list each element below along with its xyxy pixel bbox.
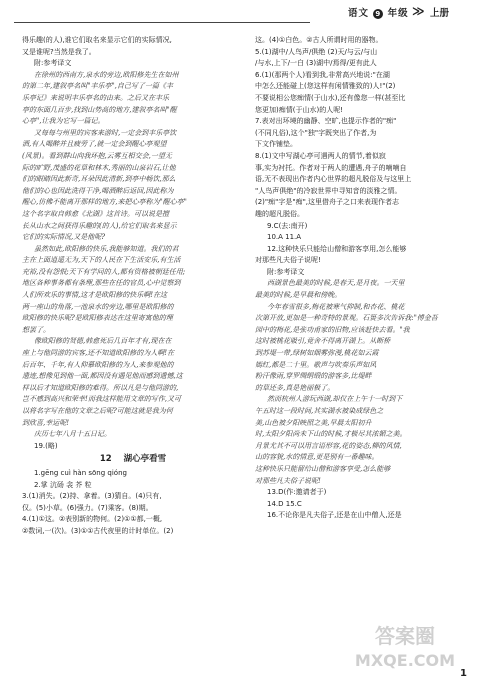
watermark-text: 答案圈 xyxy=(375,624,435,648)
text-line: /与水,上下/一白 (3)湖中/焉得/更有此人 xyxy=(255,59,377,68)
answer-line: 3.(1)消失。(2)持、拿着。(3)猜自。(4)只有, xyxy=(22,492,162,501)
text-line: 趣的超凡脱俗。 xyxy=(255,209,304,218)
text-line: 酒,有人喝醉并且疲劳了,就一定会到醒心亭观望 xyxy=(22,140,167,149)
text-line: 地区各种事务都有条理,那些在任的官员,心中觉察到 xyxy=(22,279,181,288)
text-line: "人鸟声俱绝"的冷寂世界中寻知音的淡雅之情。 xyxy=(255,186,402,195)
text-line: 的第二年,建叙亭名叫"丰乐亭",自己写了一篇《丰 xyxy=(22,82,173,91)
text-line: 岂不感到高兴和荣幸!而我这样能用文章的写作,又可 xyxy=(22,395,182,404)
text-line: 后百年、千年,有人仰慕欧阳修的为人,来参观他的 xyxy=(22,360,174,369)
text-line: 的草还多,真是艳丽极了。 xyxy=(255,383,335,392)
text-line: 像欧阳修的贤德,韩愈死后几百年才有,现在在 xyxy=(34,337,172,346)
text-line: 遗迹,想像见到他一面,都因没有遇见他而感到遗憾,这 xyxy=(22,372,183,381)
watermark-logo xyxy=(345,622,465,677)
text-line: 得乐趣(的人),谁它们取名来显示它们的实际情况, xyxy=(22,36,172,44)
text-line: 时,太阳夕阳尚未下山的时候,才极尽其浓媚之美。 xyxy=(255,430,407,439)
text-line: 们的眼睛因此新奇,耳朵因此清新,到亭中畅饮,那么 xyxy=(22,175,176,184)
double-chevron-icon: ≫ xyxy=(412,4,425,18)
text-line: (风景)。看到群山向我环抱,云雾互相交会,一望无 xyxy=(22,151,172,160)
text-line: 嫣红,都是二十里。歌声与吹奏乐声如风 xyxy=(255,360,377,369)
text-line: 充裕,没有怨恨;天下有学问的人,都有资格被朝廷任用; xyxy=(22,267,186,276)
answer-line: 2.掌 沆砀 衾 芥 粒 xyxy=(34,480,92,489)
text-line: (不同凡俗),这个"独"字既突出了作者,为 xyxy=(255,128,377,137)
text-line: 它们的实际情况,又是他呢? xyxy=(22,233,105,242)
text-line: 长从山水之间获得乐趣的(的人),给它们取名来显示 xyxy=(22,221,177,230)
subject-label: 语文 xyxy=(348,8,370,19)
text-line: 13.D(作:邀请者于) xyxy=(267,488,327,497)
text-line: 19.(略) xyxy=(34,441,58,450)
page-header xyxy=(0,0,479,30)
text-line: 主在上面逍遥无为,天下的人民在下生活安乐,有生活 xyxy=(22,256,181,265)
text-line: 他们的心也因此洗得干净,喝酒醉后返回,因此称为 xyxy=(22,186,174,195)
text-line: 6.(1)(那两个人)看到我,非常高兴地说:"在湖 xyxy=(255,70,390,79)
text-line: 到苏堤一带,绿树如烟雾弥漫,桃花如云霞 xyxy=(255,349,379,358)
text-line: 最美的时候,是早晨和傍晚。 xyxy=(255,291,342,300)
text-line: 庆历七年八月十五日记。 xyxy=(34,430,111,439)
header-rule xyxy=(14,22,310,23)
text-line: 次第开放,更加是一种奇特的景观。石篑多次告诉我:"傅金吾 xyxy=(255,314,438,323)
text-line: 12.这种快乐只能给山僧和游客享用,怎么能够 xyxy=(267,244,407,253)
text-line: 今年春雪很多,梅花被寒气抑制,和杏花、桃花 xyxy=(267,302,405,311)
answer-line: 1.gēng cuì hàn sōng qióng xyxy=(34,468,127,477)
watermark-url: MXQE.COM xyxy=(354,651,456,670)
text-line: 下文作铺垫。 xyxy=(255,140,297,149)
text-line: 这种快乐只能留给山僧和游客享受,怎么能够 xyxy=(255,464,391,473)
text-line: 您更加)痴情(于山水)的人呢! xyxy=(255,105,343,114)
answer-line: 仅。(5)小草。(6)强力。(7)乘客。(8)期。 xyxy=(22,503,153,512)
text-line: 园中的梅花,是张功甫家的旧物,应该赶快去看。"我 xyxy=(255,325,410,334)
text-line: 山的容貌,水的情意,更是别有一番趣味。 xyxy=(255,453,379,462)
subject-grade-label xyxy=(348,8,409,20)
text-line: 醒心,仿佛不能离开那样的地方,来把心亭称为"醒心亭" xyxy=(22,198,187,207)
text-line: 亭的东面几百步,找到山势高的地方,建叙亭名叫"醒 xyxy=(22,105,177,114)
text-line: 5.(1)湖中/人鸟声/俱绝 (2)天/与云/与山 xyxy=(255,47,378,56)
text-line: 这个名字取自韩愈《北湖》这首诗。可以说是擅 xyxy=(22,209,169,218)
section-title: 湖心亭看雪 xyxy=(123,454,167,465)
text-line: (2)"痴"字是"痴",这里借舟子之口来表现作者志 xyxy=(255,198,400,207)
text-line: 心亭",让我为它写一篇记。 xyxy=(22,117,105,126)
right-column xyxy=(255,35,467,522)
text-line: 又每每与州里的宾客来游时,一定会到丰乐亭饮 xyxy=(34,128,177,137)
text-line: 美,山色被夕阳映照之美,早晨太阳初升 xyxy=(255,418,372,427)
text-line: 虽然如此,欧阳修的快乐,我能够知道。我们的君 xyxy=(34,244,179,253)
text-line: 9.C(去:南开) xyxy=(267,221,308,230)
text-line: 附:参考译文 xyxy=(267,267,305,276)
text-line: 对那些凡夫俗子说呢! xyxy=(255,256,321,265)
text-line: 7.表对出环境的幽静、空旷,也提示作者的"痴" xyxy=(255,117,397,126)
page-number: 1 xyxy=(460,668,467,679)
text-line: 欧阳修的快乐呢?是欧阳修表达在这里寄寓他的理 xyxy=(22,314,173,323)
text-line: 中怎么还能碰上(您这样有闲情雅致的)人!"(2) xyxy=(255,82,396,91)
text-line: 这。(4)①白色。②古人所谓时用的器物。 xyxy=(255,36,383,44)
text-line: 对那些凡夫俗子说呢! xyxy=(255,476,321,485)
text-line: 想罢了。 xyxy=(22,325,50,334)
text-line: 然而杭州人游玩西湖,却仅在上午十一时到下 xyxy=(267,395,403,404)
text-line: 8.(1)文中写湖心亭可遇两人的情节,着似寂 xyxy=(255,151,386,160)
text-line: 乐亭记》来说明丰乐亭名的由来。之后又在丰乐 xyxy=(22,93,169,102)
text-line: 午五时这一段时间,其实湖水被染成绿色之 xyxy=(255,407,384,415)
text-line: 到欣喜,幸运呢! xyxy=(22,418,70,427)
text-line: 样以后才知道欧阳修的难得。所以凡是与他同游的, xyxy=(22,383,179,392)
volume-label: 上册 xyxy=(430,8,450,19)
text-line: 以将名字写在他的文章之后呢?可能这就是我为何 xyxy=(22,407,173,415)
text-line: 事,实为衬托。作者对于两人的遭遇,舟子的喃喃自 xyxy=(255,163,407,172)
grade-number-badge: 9 xyxy=(373,9,383,19)
text-line: 语,无不表现出作者内心世界的超凡脱俗及与这里上 xyxy=(255,175,412,184)
text-line: 不要说相公您痴情(于山水),还有像您一样(甚至比 xyxy=(255,93,406,102)
text-line: 附:参考译文 xyxy=(34,59,72,68)
text-line: 又是谁呢?当然是我了。 xyxy=(22,47,96,56)
text-line: 西湖景色最美的时候,是春天,是月夜。一天里 xyxy=(267,279,405,288)
text-line: 粉汗像雨,穿罗绸绢缎的游客多,比堤畔 xyxy=(255,372,372,381)
text-line: 月景尤其不可以用言语形容,花的姿态,柳的风情, xyxy=(255,441,402,450)
text-line: 这时被桃花吸引,竟舍不得离开湖上。从断桥 xyxy=(255,337,391,346)
grade-suffix: 年级 xyxy=(387,8,409,19)
text-line: 人们所欢乐的事情,这才是欧阳修的快乐啊!在这 xyxy=(22,291,168,300)
section-number: 12 xyxy=(99,454,112,465)
answers-block xyxy=(22,468,244,538)
left-text-block xyxy=(22,35,244,452)
text-line: 在徐州的西南方,泉水的旁边,欧阳修先生在如州 xyxy=(34,70,179,79)
right-text-block xyxy=(255,35,467,522)
section-heading xyxy=(22,454,244,466)
text-line: 两一座山的角落,一池泉水的旁边,哪里是欧阳修的 xyxy=(22,302,174,311)
text-line: 14.D 15.C xyxy=(267,499,302,508)
text-line: 10.A 11.A xyxy=(267,233,302,242)
text-line: 座上与他同游的宾客,还不知道欧阳修的为人啊!在 xyxy=(22,349,175,358)
text-line: 16.不论你是凡夫俗子,还是在山中僧人,还是 xyxy=(267,511,402,520)
answer-line: 4.(1)①这。②表别新的物何。(2)①①都,一概, xyxy=(22,515,163,524)
answer-line: ②数词,一(次)。(3)①①古代夜里的计时单位。(2) xyxy=(22,526,174,535)
left-column xyxy=(22,35,244,538)
text-line: 际的旷野,茂盛的花草和林木,秀丽的山泉岩石,让他 xyxy=(22,163,176,172)
